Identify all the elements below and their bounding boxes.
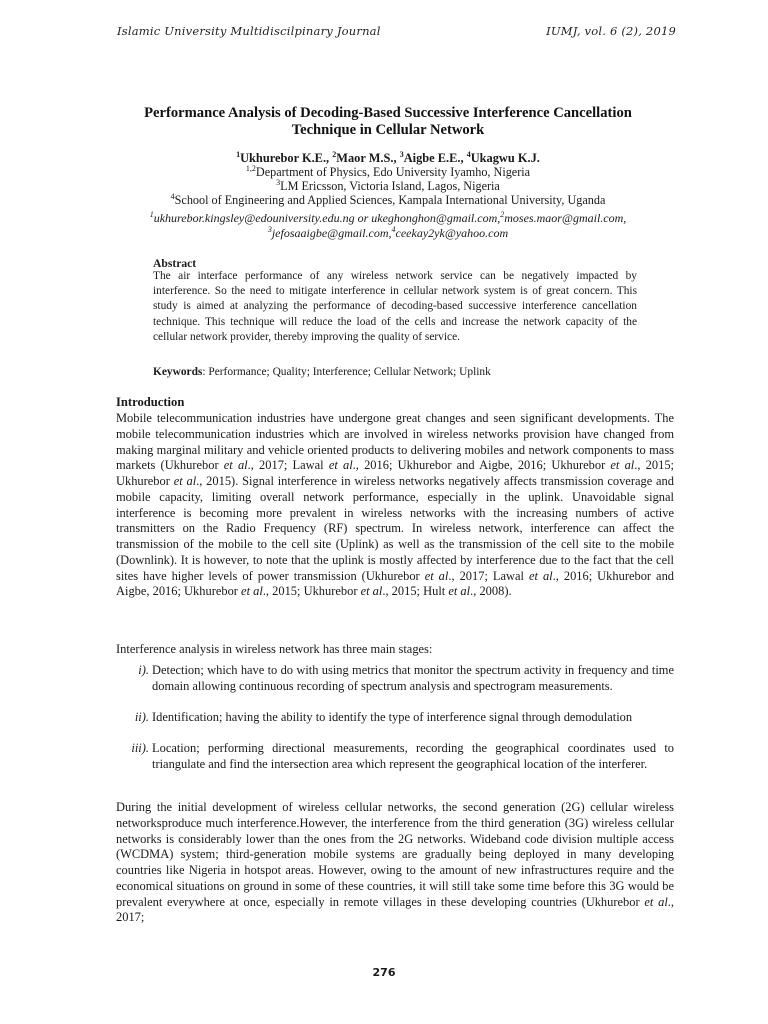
author-list [100, 151, 676, 166]
author-name: Ukagwu K.J. [470, 151, 540, 165]
affiliation [60, 165, 716, 179]
author-sup: 4 [466, 149, 471, 159]
page-number: 276 [372, 966, 396, 979]
stages-intro: Interference analysis in wireless network has three main stages: [116, 642, 433, 656]
author-emails [80, 211, 696, 241]
paper-title [100, 105, 676, 139]
affiliation-text: School of Engineering and Applied Sciences, Kampala International University, Uganda [174, 193, 606, 207]
title-line: Technique in Cellular Network [291, 122, 485, 138]
italic-text: et al [241, 584, 263, 599]
title-line: Performance Analysis of Decoding-Based Successive Interference Cancellation [144, 105, 632, 121]
affiliation-text: Department of Physics, Edo University Iyamho, Nigeria [255, 165, 531, 179]
email-sup: 1 [149, 210, 154, 219]
list-text: Location; performing directional measurements, recording the geographical coordinates used to triangulate and find the intersection area which represent the geographical location of the interferer. [152, 741, 674, 771]
affiliation [60, 193, 716, 207]
abstract-body: The air interface performance of any wireless network service can be negatively impacted by interference. So the need to mitigate interference in cellular network system is of great concern. This study is aimed at analyzing the performance of decoding-based successive interference cancellation technique. This technique will reduce the load of the cells and increase the network capacity of the cellular network provider, thereby improving the quality of service. [153, 270, 637, 343]
email-sup: 4 [391, 225, 396, 234]
keywords [153, 366, 491, 378]
affiliation-sup: 1,2 [245, 163, 256, 173]
list-number: ii). [134, 710, 149, 724]
journal-name: Islamic University Multidiscilpinary Journal [117, 24, 381, 38]
affiliation [60, 179, 716, 193]
intro-paragraph-2: During the initial development of wireless cellular networks, the second generation (2G) cellular wireless networksproduce much interference.However, the interference from the third generation (3G) wireless cellular networks is considerably lower than the ones from the 2G networks. Wideband code division multiple access (WCDMA) system; third-generation mobile systems are gradually being deployed in many developing countries like Nigeria in hotspot areas. However, owing to the amount of new infrastructures require and the economical situations on ground in some of these countries, it will still take some time before this 3G would be prevalent everywhere at once, especially in remote villages in these developing countries (Ukhurebor et al., 2017; [116, 800, 674, 925]
author-sup: 1 [236, 149, 241, 159]
list-number: i). [138, 663, 149, 677]
italic-text: et al [223, 458, 248, 473]
list-text: Detection; which have to do with using metrics that monitor the spectrum activity in frequency and time domain allowing continuous recording of spectrum analysis and spectrogram measurements. [152, 663, 674, 693]
list-text: Identification; having the ability to identify the type of interference signal through demodulation [152, 710, 633, 724]
email-link[interactable]: jefosaaigbe@gmail.com, [271, 226, 392, 240]
intro-paragraph-1: Mobile telecommunication industries have undergone great changes and seen significant developments. The mobile telecommunication industries which are involved in wireless networks provision have changed from making marginal military and vehicle oriented products to delivering mobiles and network components to mass markets (Ukhurebor et al., 2017; Lawal et al., 2016; Ukhurebor and Aigbe, 2016; Ukhurebor et al., 2015; Ukhurebor et al., 2015). Signal interference in wireless networks negatively affects transmission coverage and mobile capacity, limiting overall network performance, especially in the uplink. Unavoidable signal interference is becoming more prevalent in wireless networks with the increasing numbers of active transmitters on the Radio Frequency (RF) spectrum. In wireless network, interference can affect the transmission of the mobile to the cell site (Uplink) as well as the transmission of the cell site to the mobile (Downlink). It is however, to note that the uplink is mostly affected by interference due to the fact that the cell sites have higher levels of power transmission (Ukhurebor et al., 2017; Lawal et al., 2016; Ukhurebor and Aigbe, 2016; Ukhurebor et al., 2015; Ukhurebor et al., 2015; Hult et al., 2008). [116, 411, 675, 599]
italic-text: et al [448, 584, 471, 599]
author-sup: 3 [399, 149, 404, 159]
running-header [117, 24, 676, 44]
email-sup: 2 [500, 210, 505, 219]
affiliation-sup: 4 [170, 191, 175, 201]
abstract-heading: Abstract [153, 257, 197, 270]
italic-text: et al [424, 568, 449, 583]
author-name: Maor M.S., [336, 151, 400, 165]
email-sup: 3 [267, 225, 272, 234]
affiliation-text: LM Ericsson, Victoria Island, Lagos, Nigeria [280, 179, 500, 193]
section-heading-introduction: Introduction [116, 395, 185, 409]
author-sup: 2 [332, 149, 337, 159]
email-link[interactable]: ceekay2yk@yahoo.com [395, 226, 509, 240]
email-link[interactable]: moses.maor@gmail.com, [504, 211, 627, 225]
italic-text: et al [173, 474, 197, 488]
keywords-label: Keywords [153, 366, 203, 378]
italic-text: et al [360, 584, 383, 599]
email-link[interactable]: ukhurebor.kingsley@edouniversity.edu.ng or ukeghonghon@gmail.com, [153, 211, 501, 225]
list-number: iii). [131, 741, 149, 755]
journal-issue: IUMJ, vol. 6 (2), 2019 [546, 24, 676, 38]
author-name: Ukhurebor K.E., [240, 151, 333, 165]
italic-text: et al [528, 568, 553, 583]
affiliation-sup: 3 [276, 177, 281, 187]
italic-text: et al [610, 458, 635, 473]
italic-text: et al [644, 894, 668, 909]
keywords-text: : Performance; Quality; Interference; Cellular Network; Uplink [202, 366, 491, 378]
italic-text: et al [328, 458, 353, 473]
author-name: Aigbe E.E., [403, 151, 467, 165]
